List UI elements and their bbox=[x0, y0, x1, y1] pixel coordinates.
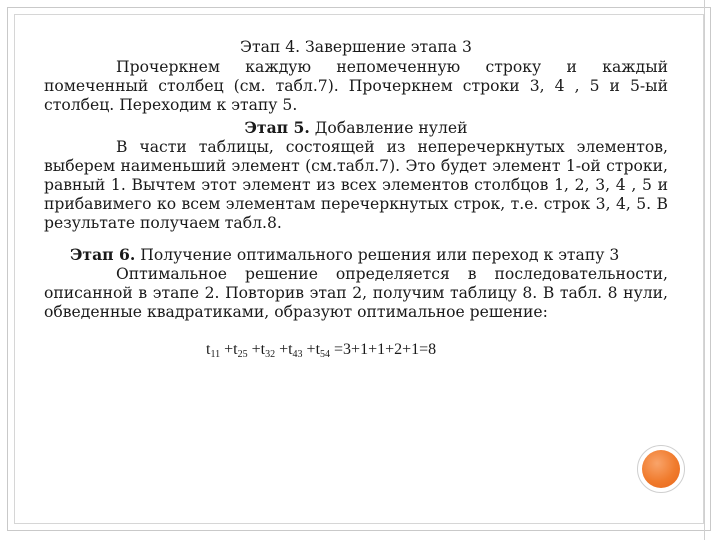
step6-heading-bold: Этап 6. bbox=[70, 245, 136, 264]
formula-term-1: $t_{11}$ bbox=[206, 341, 221, 360]
step5-heading bbox=[44, 118, 668, 138]
formula-result: =3+1+1+2+1=8 bbox=[330, 341, 437, 358]
step4-heading: Этап 4. Завершение этапа 3 bbox=[240, 38, 472, 56]
step5-heading-rest: Добавление нулей bbox=[309, 119, 468, 137]
orange-circle-icon bbox=[642, 450, 680, 488]
step5-heading-bold: Этап 5. bbox=[244, 118, 310, 137]
formula-term-4: $+t_{43}$ bbox=[275, 341, 303, 360]
step6-paragraph: Оптимальное решение определяется в последовательности, описанной в этапе 2. Повторив этап 2, получим таблицу 8. В табл. 8 нули, обведенные квадратиками, образуют оптимальное решение: bbox=[44, 265, 668, 321]
slide-content bbox=[44, 38, 668, 364]
formula-term-5: $+t_{54}$ bbox=[302, 341, 331, 360]
solution-formula bbox=[44, 340, 668, 364]
formula-term-3: $+t_{32}$ bbox=[247, 341, 276, 360]
decorative-vertical-line bbox=[704, 0, 705, 540]
step5-paragraph: В части таблицы, состоящей из неперечеркнутых элементов, выберем наименьший элемент (см.табл.7). Это будет элемент 1-ой строки, равный 1. Вычтем этот элемент из всех элементов столбцов 1, 2, 3, 4 , 5 и прибавимего ко всем элементам перечеркнутых строк, т.е. строк 3, 4, 5. В результате получаем табл.8. bbox=[44, 138, 668, 232]
step6-heading bbox=[44, 245, 668, 265]
step6-heading-rest: Получение оптимального решения или переход к этапу 3 bbox=[135, 246, 620, 264]
step4-paragraph: Прочеркнем каждую непомеченную строку и каждый помеченный столбец (см. табл.7). Прочеркнем строки 3, 4 , 5 и 5-ый столбец. Переходим к этапу 5. bbox=[44, 58, 668, 114]
formula-term-2: $+t_{25}$ bbox=[220, 341, 248, 360]
